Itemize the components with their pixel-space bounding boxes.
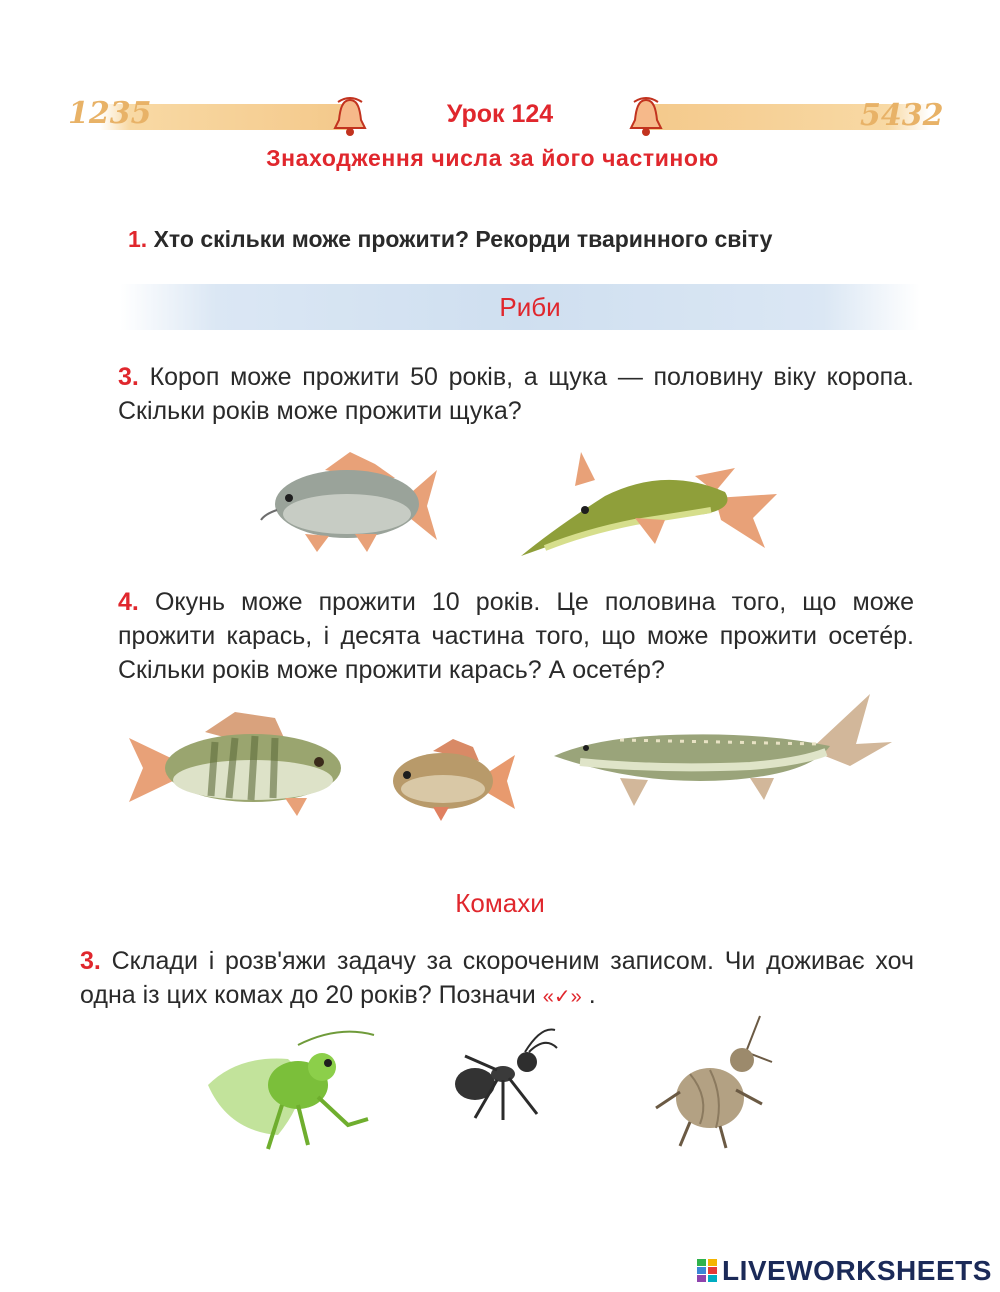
task-text: Хто скільки може прожити? Рекорди тваринного світу <box>153 226 773 252</box>
pike-image <box>515 448 780 566</box>
problem-number: 3. <box>118 363 139 391</box>
ant-image <box>445 1022 560 1122</box>
crucian-image <box>383 735 518 823</box>
task-heading <box>128 226 772 253</box>
beetle-image <box>650 1012 780 1152</box>
lesson-subtitle: Знаходження числа за його частиною <box>266 145 719 171</box>
footer-brand[interactable]: LIVEWORKSHEETS <box>722 1255 992 1286</box>
problem-text: Окунь може прожити 10 років. Це половина того, що може прожити карась, і десята частина того, що може прожити осетéр. Скільки років може прожити карась? А осетéр? <box>118 588 914 684</box>
sturgeon-image <box>550 690 895 818</box>
section-title-insects: Комахи <box>455 888 545 918</box>
decorative-numbers-left: 1235 <box>68 96 152 131</box>
liveworksheets-logo-icon <box>697 1259 717 1283</box>
problem-3-insects <box>80 944 914 1014</box>
perch-image <box>125 710 347 818</box>
problem-text: Склади і розв'яжи задачу за скороченим записом. Чи доживає хоч одна із цих комах до 20 років? Позначи <box>80 947 915 1009</box>
problem-text-end: . <box>581 981 596 1009</box>
check-mark-symbol: «✓» <box>542 986 582 1008</box>
problem-number: 3. <box>80 947 101 975</box>
decorative-numbers-right: 5432 <box>860 98 944 133</box>
carp-image <box>255 448 440 558</box>
problem-number: 4. <box>118 588 139 616</box>
cicada-image <box>198 1015 378 1155</box>
lesson-title: Урок 124 <box>446 100 554 128</box>
task-number: 1. <box>128 226 148 252</box>
problem-text: Короп може прожити 50 років, а щука — половину віку коропа. Скільки років може прожити щука? <box>118 363 914 425</box>
section-title-fish: Риби <box>499 292 561 322</box>
problem-3-fish <box>118 360 914 428</box>
problem-4-fish <box>118 585 914 687</box>
